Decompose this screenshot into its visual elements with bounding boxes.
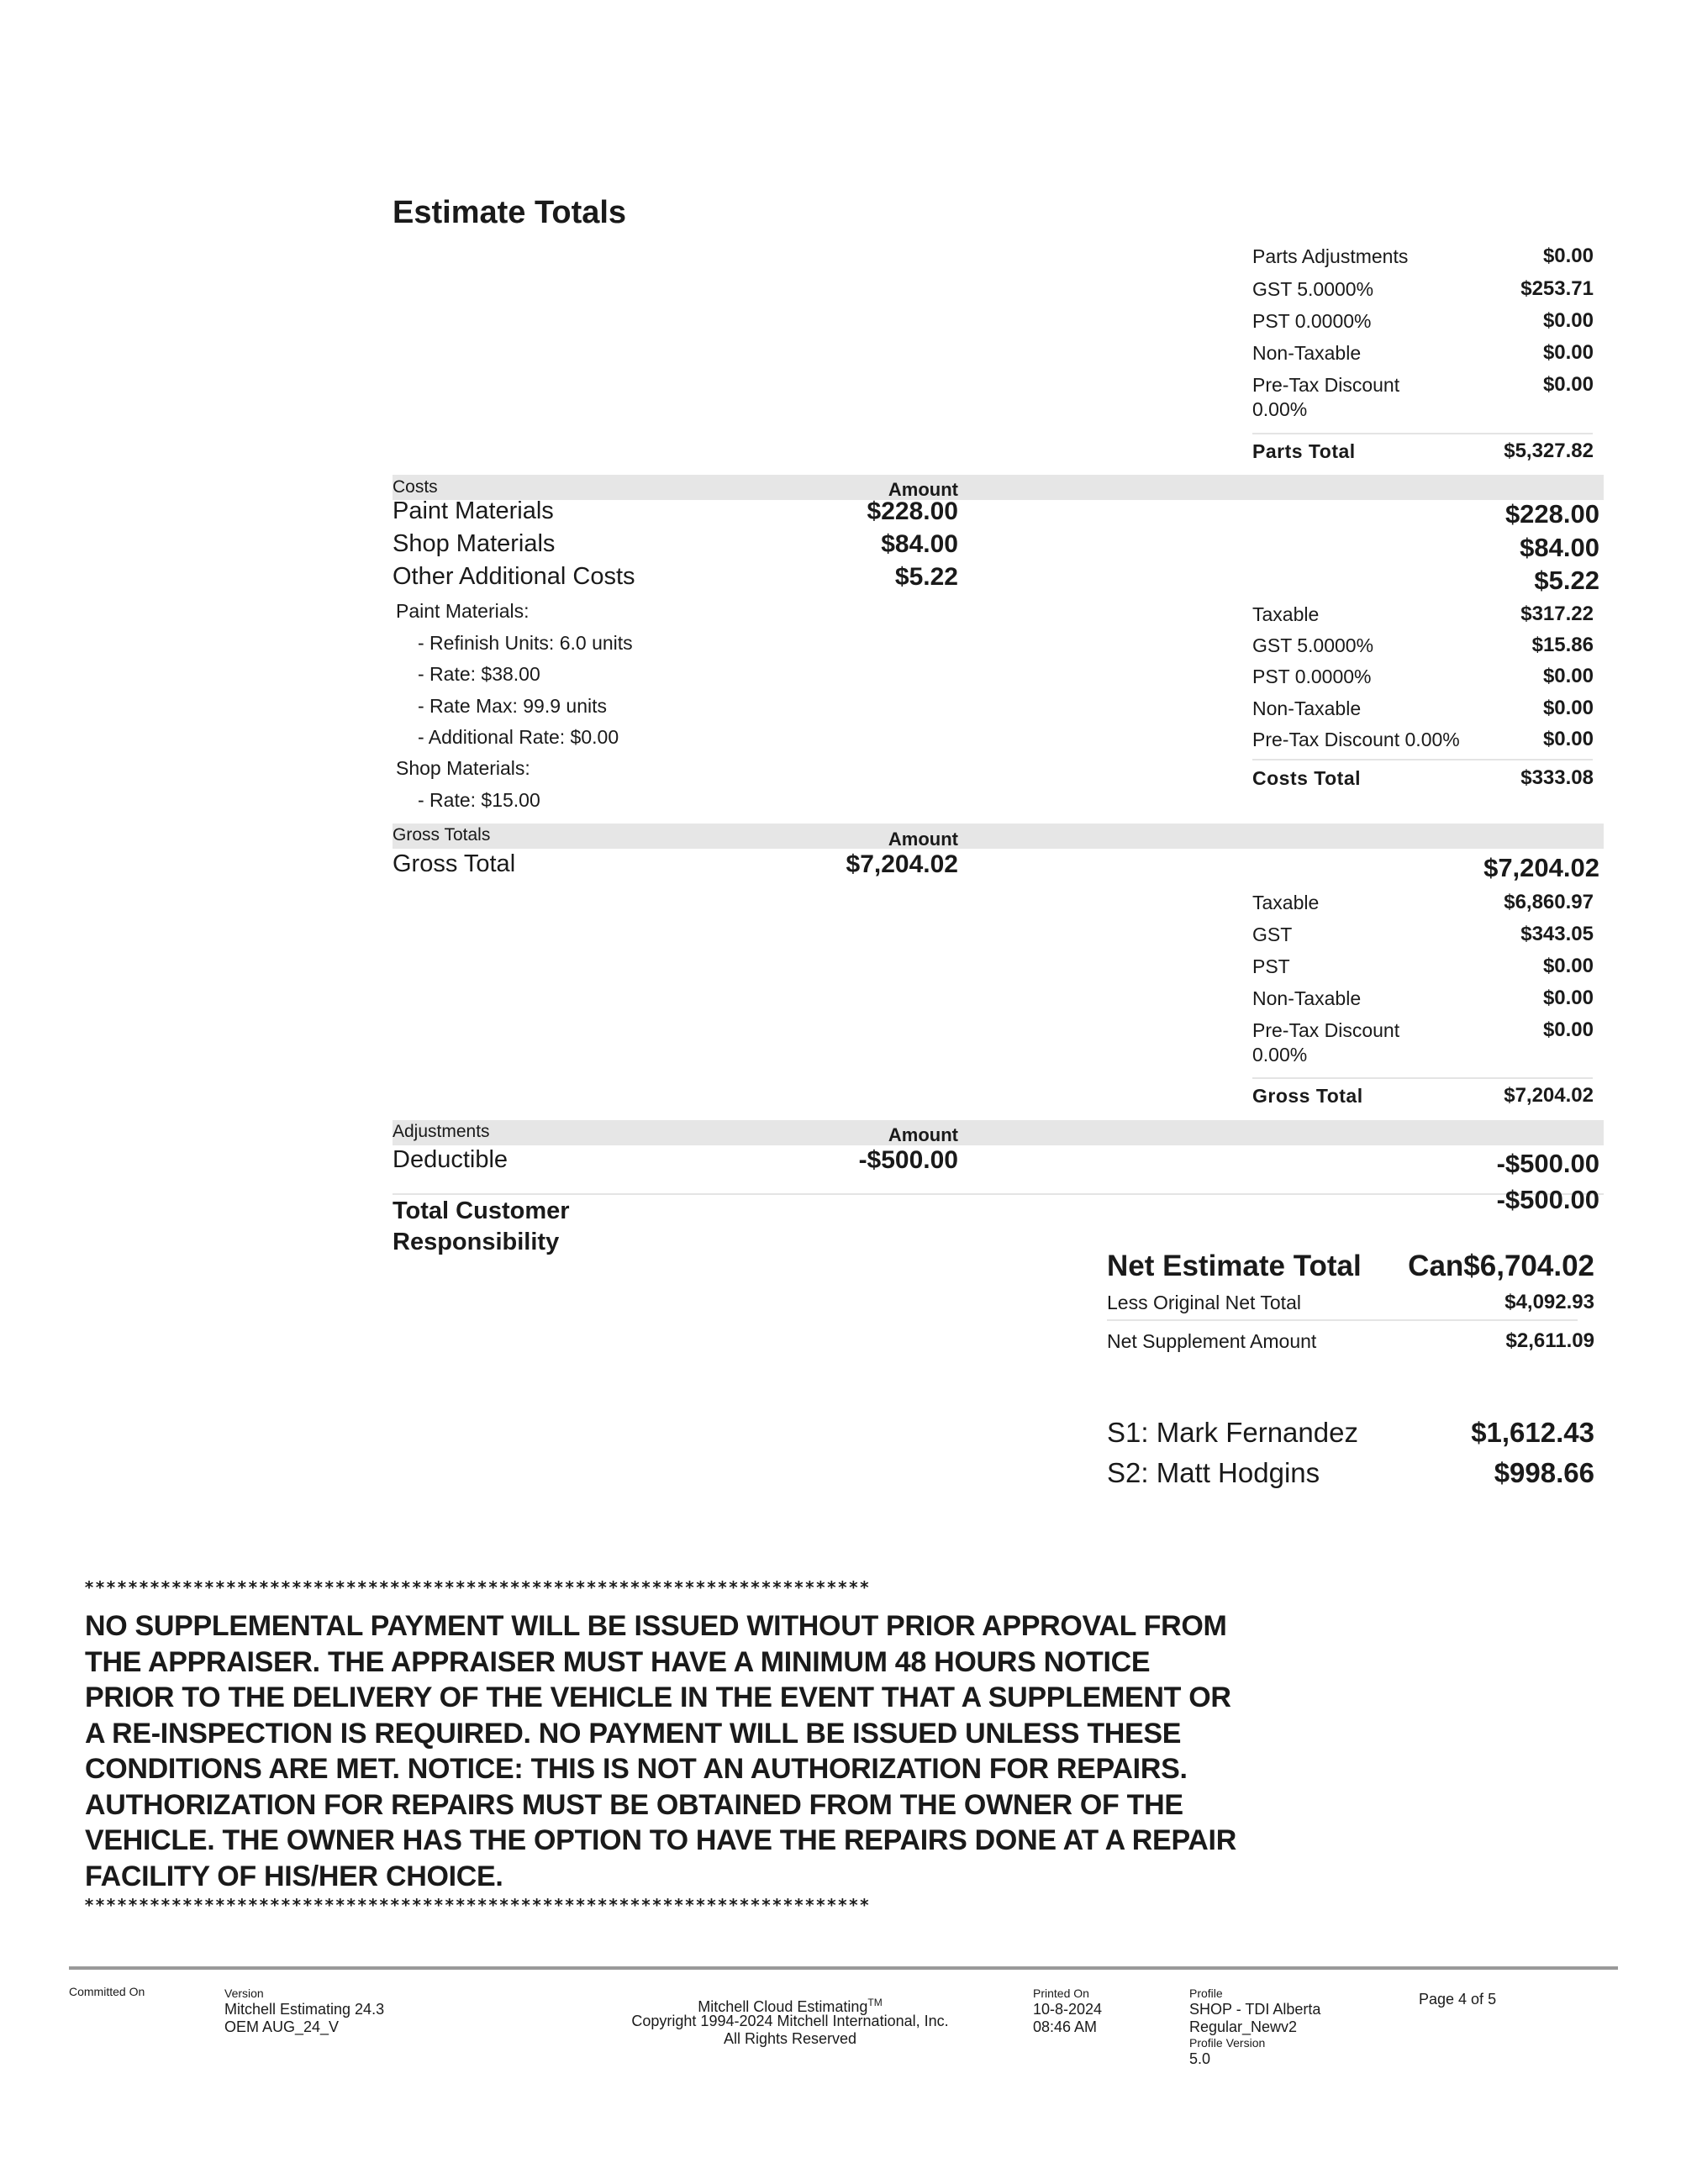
summary-label: GST bbox=[1252, 924, 1293, 945]
cost-item-amount: $84.00 bbox=[881, 530, 958, 558]
summary-value: $0.00 bbox=[1542, 245, 1594, 267]
paint-detail-line: - Rate Max: 99.9 units bbox=[418, 695, 607, 717]
summary-label: PST bbox=[1252, 955, 1290, 977]
profile-label: Profile bbox=[1189, 1987, 1223, 2000]
summary-value: $0.00 bbox=[1542, 341, 1594, 364]
net-estimate-total-label: Net Estimate Total bbox=[1107, 1250, 1362, 1282]
supplement-label: S1: Mark Fernandez bbox=[1107, 1417, 1358, 1448]
summary-label: Pre-Tax Discount bbox=[1252, 1019, 1400, 1041]
less-original-value: $4,092.93 bbox=[1504, 1291, 1594, 1313]
cost-item-right: $5.22 bbox=[1534, 566, 1599, 595]
summary-label: Parts Adjustments bbox=[1252, 245, 1409, 267]
net-supplement-label: Net Supplement Amount bbox=[1107, 1330, 1317, 1352]
version-label: Version bbox=[224, 1987, 264, 2000]
supplement-value: $998.66 bbox=[1494, 1457, 1594, 1488]
summary-label: PST 0.0000% bbox=[1252, 310, 1372, 332]
deductible-label: Deductible bbox=[393, 1146, 509, 1173]
gross-header-band bbox=[393, 824, 1604, 849]
cost-item-amount: $5.22 bbox=[894, 563, 958, 591]
printed-time: 08:46 AM bbox=[1033, 2018, 1098, 2035]
notice-line: THE APPRAISER. THE APPRAISER MUST HAVE A MINIMUM 48 HOURS NOTICE bbox=[85, 1645, 1151, 1678]
summary-value: $0.00 bbox=[1542, 987, 1594, 1009]
product-label: Mitchell Cloud Estimating bbox=[698, 1998, 868, 2015]
summary-value: $0.00 bbox=[1542, 665, 1594, 687]
cost-item-label: Shop Materials bbox=[393, 530, 556, 557]
cost-item-right: $84.00 bbox=[1520, 533, 1599, 562]
shop-detail-line: - Rate: $15.00 bbox=[418, 789, 540, 811]
summary-label: GST 5.0000% bbox=[1252, 634, 1374, 656]
supplement-label: S2: Matt Hodgins bbox=[1107, 1457, 1320, 1488]
profile-version-label: Profile Version bbox=[1189, 2036, 1266, 2050]
parts-total-value: $5,327.82 bbox=[1504, 439, 1594, 462]
gross-item-label: Gross Total bbox=[393, 850, 516, 877]
committed-on-label: Committed On bbox=[69, 1985, 145, 1998]
profile-line: SHOP - TDI Alberta bbox=[1189, 2001, 1321, 2018]
divider bbox=[1252, 1077, 1593, 1079]
version-line: Mitchell Estimating 24.3 bbox=[224, 2001, 385, 2018]
gross-header-label: Gross Totals bbox=[393, 825, 491, 845]
copyright: Copyright 1994-2024 Mitchell International, Inc. bbox=[631, 2013, 949, 2029]
summary-value: $0.00 bbox=[1542, 373, 1594, 396]
notice-line: VEHICLE. THE OWNER HAS THE OPTION TO HAVE THE REPAIRS DONE AT A REPAIR bbox=[85, 1824, 1236, 1856]
trademark: TM bbox=[867, 1997, 883, 2008]
gross-item-amount: $7,204.02 bbox=[846, 850, 958, 878]
profile-line: Regular_Newv2 bbox=[1189, 2018, 1298, 2035]
cost-item-right: $228.00 bbox=[1504, 499, 1599, 529]
summary-label-cont: 0.00% bbox=[1252, 398, 1308, 420]
rights-reserved: All Rights Reserved bbox=[723, 2030, 857, 2047]
summary-value: $0.00 bbox=[1542, 955, 1594, 977]
deductible-amount: -$500.00 bbox=[858, 1146, 958, 1174]
less-original-label: Less Original Net Total bbox=[1107, 1292, 1301, 1313]
shop-materials-heading: Shop Materials: bbox=[396, 757, 530, 779]
notice-line: AUTHORIZATION FOR REPAIRS MUST BE OBTAINED FROM THE OWNER OF THE bbox=[85, 1788, 1183, 1821]
summary-label-cont: 0.00% bbox=[1252, 1044, 1308, 1066]
paint-detail-line: - Additional Rate: $0.00 bbox=[418, 726, 619, 748]
summary-label: Non-Taxable bbox=[1252, 987, 1362, 1009]
summary-label: Non-Taxable bbox=[1252, 342, 1362, 364]
footer-divider bbox=[69, 1966, 1618, 1970]
summary-value: $317.22 bbox=[1520, 603, 1594, 625]
summary-value: $6,860.97 bbox=[1504, 891, 1594, 913]
summary-label: Pre-Tax Discount 0.00% bbox=[1252, 729, 1460, 750]
notice-line: PRIOR TO THE DELIVERY OF THE VEHICLE IN THE EVENT THAT A SUPPLEMENT OR bbox=[85, 1681, 1231, 1713]
paint-detail-line: - Rate: $38.00 bbox=[418, 663, 540, 685]
summary-value: $0.00 bbox=[1542, 697, 1594, 719]
tcr-label-cont: Responsibility bbox=[393, 1229, 560, 1255]
profile-version: 5.0 bbox=[1189, 2050, 1211, 2067]
adjustments-header-amount: Amount bbox=[888, 1124, 958, 1145]
costs-header-amount: Amount bbox=[888, 479, 958, 500]
tcr-right: -$500.00 bbox=[1496, 1185, 1599, 1214]
divider bbox=[393, 1193, 1604, 1195]
cost-item-label: Paint Materials bbox=[393, 497, 554, 524]
summary-label: Pre-Tax Discount bbox=[1252, 374, 1400, 396]
divider bbox=[1252, 759, 1593, 760]
cost-item-label: Other Additional Costs bbox=[393, 563, 635, 590]
costs-total-label: Costs Total bbox=[1252, 767, 1362, 789]
summary-value: $0.00 bbox=[1542, 1018, 1594, 1041]
summary-value: $253.71 bbox=[1520, 277, 1594, 300]
gross-total-label: Gross Total bbox=[1252, 1085, 1363, 1107]
costs-total-value: $333.08 bbox=[1520, 766, 1594, 789]
summary-label: GST 5.0000% bbox=[1252, 278, 1374, 300]
summary-label: Taxable bbox=[1252, 892, 1320, 913]
notice-line: NO SUPPLEMENTAL PAYMENT WILL BE ISSUED WITHOUT PRIOR APPROVAL FROM bbox=[85, 1610, 1227, 1642]
summary-value: $0.00 bbox=[1542, 728, 1594, 750]
summary-label: PST 0.0000% bbox=[1252, 666, 1372, 687]
summary-value: $15.86 bbox=[1531, 634, 1594, 656]
notice-text bbox=[85, 1608, 1346, 1894]
paint-materials-heading: Paint Materials: bbox=[396, 600, 530, 622]
notice-line: FACILITY OF HIS/HER CHOICE. bbox=[85, 1860, 503, 1892]
gross-item-right: $7,204.02 bbox=[1483, 853, 1599, 882]
net-estimate-total-value: Can$6,704.02 bbox=[1408, 1250, 1594, 1282]
notice-line: CONDITIONS ARE MET. NOTICE: THIS IS NOT AN AUTHORIZATION FOR REPAIRS. bbox=[85, 1753, 1188, 1785]
divider bbox=[1252, 433, 1593, 434]
tcr-label: Total Customer bbox=[393, 1197, 570, 1224]
adjustments-header-label: Adjustments bbox=[393, 1122, 490, 1141]
version-line: OEM AUG_24_V bbox=[224, 2018, 340, 2035]
paint-detail-line: - Refinish Units: 6.0 units bbox=[418, 632, 633, 654]
supplement-value: $1,612.43 bbox=[1471, 1417, 1594, 1448]
page-number: Page 4 of 5 bbox=[1419, 1991, 1497, 2008]
summary-label: Taxable bbox=[1252, 603, 1320, 625]
summary-label: Non-Taxable bbox=[1252, 697, 1362, 719]
asterisk-divider: ************************************************************************ bbox=[84, 1577, 871, 1597]
page-title: Estimate Totals bbox=[393, 195, 627, 230]
printed-on-label: Printed On bbox=[1033, 1987, 1089, 2000]
summary-value: $0.00 bbox=[1542, 309, 1594, 332]
net-supplement-value: $2,611.09 bbox=[1505, 1329, 1594, 1352]
gross-header-amount: Amount bbox=[888, 829, 958, 850]
costs-header-label: Costs bbox=[393, 477, 438, 497]
printed-date: 10-8-2024 bbox=[1033, 2001, 1103, 2018]
costs-header-band bbox=[393, 475, 1604, 500]
adjustments-header-band bbox=[393, 1120, 1604, 1145]
summary-value: $343.05 bbox=[1520, 923, 1594, 945]
divider bbox=[1107, 1319, 1578, 1321]
gross-total-value: $7,204.02 bbox=[1504, 1084, 1594, 1107]
parts-total-label: Parts Total bbox=[1252, 440, 1356, 462]
asterisk-divider: ************************************************************************ bbox=[84, 1895, 871, 1915]
cost-item-amount: $228.00 bbox=[867, 497, 958, 525]
notice-line: A RE-INSPECTION IS REQUIRED. NO PAYMENT WILL BE ISSUED UNLESS THESE bbox=[85, 1717, 1182, 1750]
deductible-right: -$500.00 bbox=[1496, 1149, 1599, 1178]
